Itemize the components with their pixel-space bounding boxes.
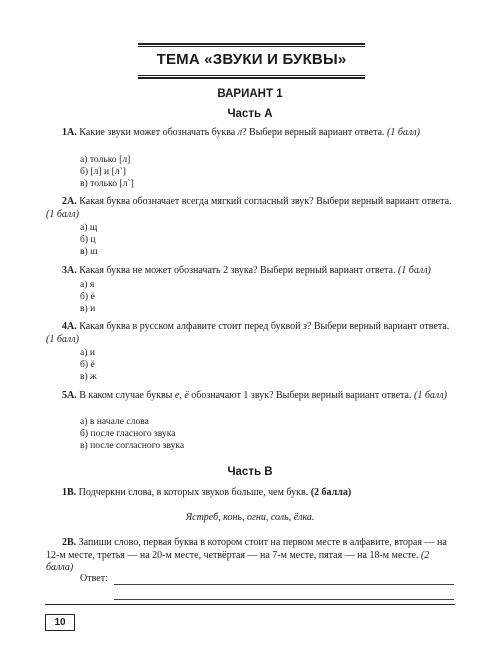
- question-3a: 3А. Какая буква не может обозначать 2 звука? Выбери верный вариант ответа. (1 балл): [62, 265, 431, 276]
- option-5a-a: а) в начале слова: [80, 416, 149, 427]
- option-4a-b: б) ё: [80, 359, 95, 370]
- question-5a: 5А. В каком случае буквы е, ё обозначают 1 звук? Выбери верный вариант ответа. (1 балл): [62, 390, 447, 401]
- option-5a-b: б) после гласного звука: [80, 428, 176, 439]
- answer-label: Ответ:: [80, 573, 108, 584]
- question-2b: 2В. Запиши слово, первая буква в котором стоит на первом месте в алфавите, вторая — на 12-м месте, третья — на 20-м месте, четвёртая — на 7-м месте, пятая — на 18-м месте. (2 балла): [46, 537, 447, 573]
- option-2a-a: а) щ: [80, 222, 98, 233]
- option-3a-c: в) и: [80, 303, 96, 314]
- question-2a: 2А. Какая буква обозначает всегда мягкий согласный звук? Выбери верный вариант ответа. (1 балл): [46, 196, 452, 220]
- option-5a-c: в) после согласного звука: [80, 440, 185, 451]
- part-a-heading: Часть А: [227, 108, 273, 120]
- title-rule-top: [138, 43, 365, 45]
- question-4a: 4А. Какая буква в русском алфавите стоит перед буквой з? Выбери верный вариант ответа. (1 балл): [46, 321, 450, 345]
- answer-line-2[interactable]: [114, 599, 454, 600]
- answer-line-1[interactable]: [114, 584, 454, 585]
- option-2a-b: б) ц: [80, 234, 96, 245]
- title-rule-bottom-thick: [138, 77, 365, 79]
- word-list: Ястреб, конь, огни, соль, ёлка.: [185, 512, 315, 523]
- question-1a: 1А. Какие звуки может обозначать буква л? Выбери верный вариант ответа. (1 балл): [62, 127, 420, 138]
- title-rule-bottom: [138, 75, 365, 76]
- option-4a-a: а) и: [80, 347, 95, 358]
- part-b-heading: Часть В: [227, 466, 273, 478]
- option-2a-c: в) ш: [80, 246, 98, 257]
- option-3a-b: б) ё: [80, 291, 95, 302]
- variant-heading: ВАРИАНТ 1: [217, 88, 283, 100]
- option-1a-c: в) только [л`]: [80, 178, 134, 189]
- footer-rule: [45, 604, 455, 605]
- question-1b: 1В. Подчеркни слова, в которых звуков больше, чем букв. (2 балла): [62, 487, 352, 498]
- page-number: 10: [45, 614, 75, 631]
- option-1a-b: б) [л] и [л`]: [80, 166, 126, 177]
- option-3a-a: а) я: [80, 279, 95, 290]
- page-title: ТЕМА «ЗВУКИ И БУКВЫ»: [156, 51, 347, 68]
- option-1a-a: а) только [л]: [80, 154, 131, 165]
- option-4a-c: в) ж: [80, 371, 97, 382]
- title-rule-top-thin: [138, 46, 365, 47]
